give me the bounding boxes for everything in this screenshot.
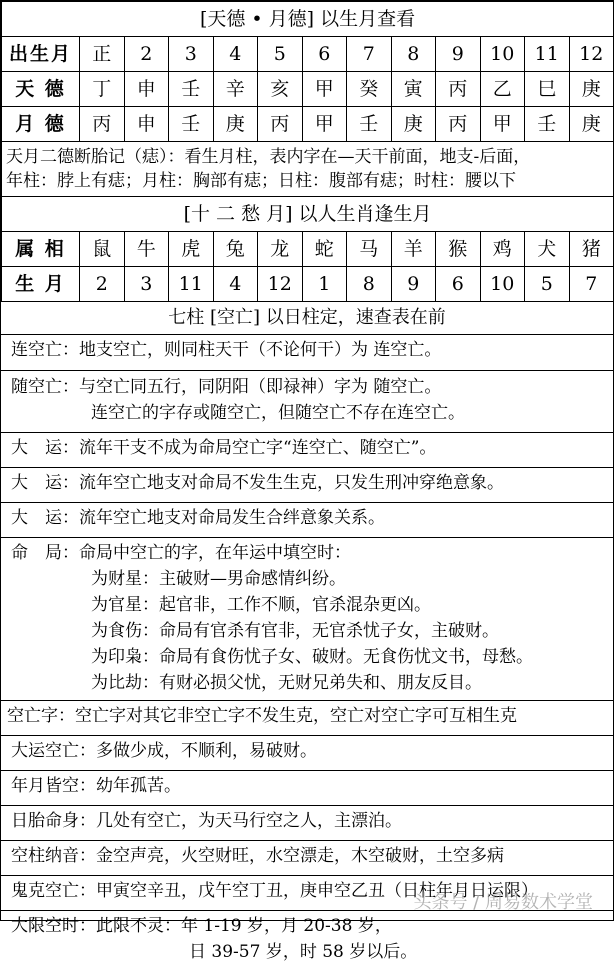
table-cell: 辛 — [213, 72, 258, 107]
table-cell: 鼠 — [80, 232, 125, 267]
row-label: 月 德 — [2, 107, 80, 142]
tiande-yuede-title: [天德 • 月德] 以生月查看 — [2, 2, 614, 37]
text-line: 为印枭：命局有食伤忧子女、破财。无食伤忧文书，母愁。 — [91, 647, 533, 667]
row-label: 生 月 — [2, 267, 80, 302]
table-cell: 牛 — [124, 232, 169, 267]
table-row — [2, 232, 614, 267]
table-cell: 9 — [436, 37, 481, 72]
section-kongwang-zi — [1, 701, 613, 736]
table-cell: 猪 — [569, 232, 614, 267]
text-line: 大 运：流年干支不成为命局空亡字“连空亡、随空亡”。 — [11, 438, 437, 458]
table-cell: 丙 — [436, 107, 481, 142]
table-cell: 3 — [124, 267, 169, 302]
table-cell: 4 — [213, 267, 258, 302]
table-row — [2, 37, 614, 72]
text-line: 连空亡：地支空亡，则同柱天干（不论何干）为 连空亡。 — [11, 340, 442, 360]
table-row — [2, 107, 614, 142]
row-label: 出生月 — [2, 37, 80, 72]
text-line: 年月皆空：幼年孤苦。 — [11, 776, 181, 796]
table-cell: 2 — [80, 267, 125, 302]
table-cell: 丙 — [436, 72, 481, 107]
table-cell: 巳 — [525, 72, 570, 107]
text-line: 大运空亡：多做少成，不顺利，易破财。 — [11, 741, 317, 761]
table-cell: 1 — [302, 267, 347, 302]
table-row — [2, 267, 614, 302]
table-cell: 2 — [124, 37, 169, 72]
table-cell: 8 — [391, 37, 436, 72]
text-line: 日胎命身：几处有空亡，为天马行空之人，主漂泊。 — [11, 811, 402, 831]
text-line: 为食伤：命局有官杀有官非，无官杀忧子女，主破财。 — [91, 621, 499, 641]
text-line: 鬼克空亡：甲寅空辛丑，戊午空丁丑，庚申空乙丑（日柱年月日运限） — [11, 881, 538, 901]
table-cell: 10 — [480, 37, 525, 72]
table-cell: 3 — [169, 37, 214, 72]
table-cell: 11 — [525, 37, 570, 72]
table-cell: 马 — [347, 232, 392, 267]
shier-chou-table — [1, 196, 614, 302]
table-cell: 犬 — [525, 232, 570, 267]
text-line: 随空亡：与空亡同五行，同阴阳（即禄神）字为 随空亡。 — [11, 377, 442, 397]
table-cell: 8 — [347, 267, 392, 302]
section-dayun-kongwang — [1, 736, 613, 771]
table-cell: 壬 — [525, 107, 570, 142]
section-mingju — [1, 538, 613, 701]
table-cell: 庚 — [213, 107, 258, 142]
table-cell: 龙 — [258, 232, 303, 267]
table-cell: 6 — [436, 267, 481, 302]
table-cell: 虎 — [169, 232, 214, 267]
table-cell: 申 — [124, 72, 169, 107]
note-line: 年柱：脖上有痣；月柱：胸部有痣；日柱：腹部有痣；时柱：腰以下 — [6, 171, 516, 191]
text-line: 为比劫：有财必损父忧，无财兄弟失和、朋友反目。 — [91, 673, 482, 693]
table-cell: 7 — [347, 37, 392, 72]
table-cell: 10 — [480, 267, 525, 302]
table-cell: 4 — [213, 37, 258, 72]
table-cell: 庚 — [391, 107, 436, 142]
table-cell: 丙 — [80, 107, 125, 142]
table-row — [2, 72, 614, 107]
section-dayun-2 — [1, 468, 613, 503]
text-line: 命 局：命局中空亡的字，在年运中填空时： — [11, 543, 351, 563]
section-ritai-mingshen — [1, 806, 613, 841]
table-cell: 12 — [258, 267, 303, 302]
table-cell: 鸡 — [480, 232, 525, 267]
section-nianyue-jiekong — [1, 771, 613, 806]
table-cell: 猴 — [436, 232, 481, 267]
table-cell: 正 — [80, 37, 125, 72]
section-kongzhu-nayin — [1, 841, 613, 876]
table-cell: 庚 — [569, 72, 614, 107]
text-line: 为财星：主破财—男命感情纠纷。 — [91, 569, 346, 589]
text-line: 空柱纳音：金空声亮，火空财旺，水空漂走，木空破财，土空多病 — [11, 846, 504, 866]
table-cell: 丁 — [80, 72, 125, 107]
table-cell: 申 — [124, 107, 169, 142]
table-cell: 甲 — [480, 107, 525, 142]
section-dayun-1 — [1, 433, 613, 468]
text-line: 为官星：起官非，工作不顺，官杀混杂更凶。 — [91, 595, 431, 615]
table-cell: 兔 — [213, 232, 258, 267]
table-cell: 12 — [569, 37, 614, 72]
table-cell: 丙 — [258, 107, 303, 142]
table-cell: 羊 — [391, 232, 436, 267]
section-daxian-kongshi — [1, 911, 613, 967]
row-label: 属 相 — [2, 232, 80, 267]
table-cell: 甲 — [302, 107, 347, 142]
shier-chou-title: [十 二 愁 月] 以人生肖逢生月 — [2, 197, 614, 232]
table-cell: 7 — [569, 267, 614, 302]
tiande-yuede-table — [1, 1, 614, 197]
table-cell: 9 — [391, 267, 436, 302]
section-sui-kongwang — [1, 371, 613, 433]
table-cell: 壬 — [169, 72, 214, 107]
table-cell: 壬 — [169, 107, 214, 142]
table-cell: 庚 — [569, 107, 614, 142]
text-line: 日 39-57 岁，时 58 岁以后。 — [189, 942, 418, 962]
section-dayun-3 — [1, 503, 613, 538]
table-cell: 癸 — [347, 72, 392, 107]
text-line: 大 运：流年空亡地支对命局不发生生克，只发生刑冲穿绝意象。 — [11, 473, 504, 493]
table-cell: 亥 — [258, 72, 303, 107]
table-cell: 6 — [302, 37, 347, 72]
table-cell: 壬 — [347, 107, 392, 142]
table-cell: 5 — [525, 267, 570, 302]
table-cell: 5 — [258, 37, 303, 72]
text-line: 大限空时：此限不灵：年 1-19 岁，月 20-38 岁， — [11, 916, 392, 936]
text-line: 空亡字：空亡字对其它非空亡字不发生克，空亡对空亡字可互相生克 — [7, 706, 517, 726]
table-cell: 11 — [169, 267, 214, 302]
watermark: 头条号 / 周易数术学堂 — [413, 892, 593, 913]
text-line: 大 运：流年空亡地支对命局发生合绊意象关系。 — [11, 508, 385, 528]
birthmark-note — [2, 142, 614, 197]
table-cell: 蛇 — [302, 232, 347, 267]
qizhu-kongwang-title: 七柱 [空亡] 以日柱定，速查表在前 — [1, 302, 613, 335]
table-cell: 乙 — [480, 72, 525, 107]
text-line: 连空亡的字存或随空亡，但随空亡不存在连空亡。 — [91, 403, 465, 423]
section-lian-kongwang — [1, 335, 613, 371]
row-label: 天 德 — [2, 72, 80, 107]
table-cell: 寅 — [391, 72, 436, 107]
note-line: 天月二德断胎记（痣）：看生月柱，表内字在—天干前面，地支-后面， — [6, 147, 531, 167]
table-cell: 甲 — [302, 72, 347, 107]
